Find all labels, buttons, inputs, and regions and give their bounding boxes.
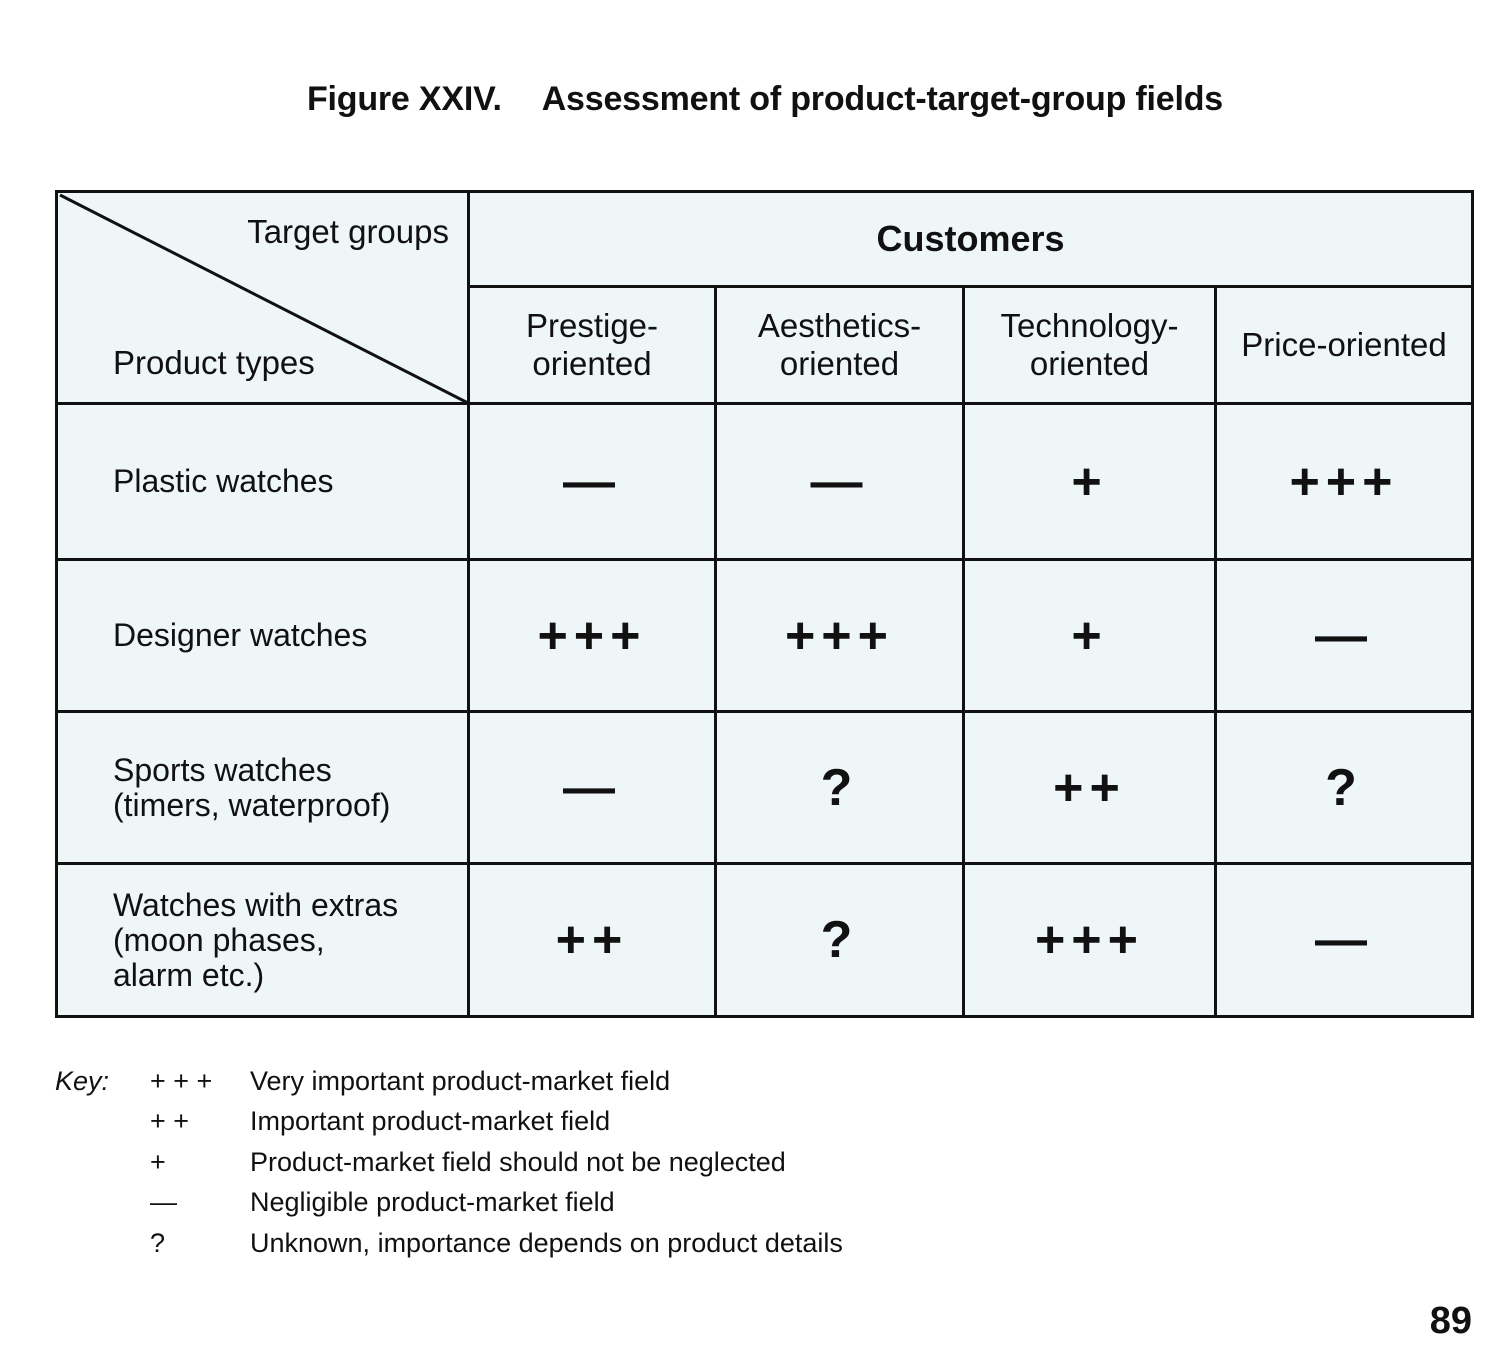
- rating-cell: —: [469, 404, 716, 560]
- legend-symbol: + + +: [150, 1066, 213, 1096]
- column-header-technology: Technology- oriented: [964, 287, 1216, 404]
- legend-text: Product-market field should not be neglected: [250, 1147, 786, 1177]
- legend-item: [150, 1228, 1100, 1268]
- column-header-prestige: Prestige- oriented: [469, 287, 716, 404]
- rating-cell: —: [1216, 560, 1473, 712]
- figure-caption: Assessment of product-target-group fields: [541, 80, 1224, 118]
- table-row: [57, 560, 1473, 712]
- row-label: Sports watches (timers, waterproof): [57, 712, 469, 864]
- legend-symbol: ?: [150, 1228, 166, 1258]
- table-row: [57, 404, 1473, 560]
- rating-cell: +++: [469, 560, 716, 712]
- rating-cell: ++: [469, 864, 716, 1017]
- rating-cell: —: [716, 404, 964, 560]
- rating-cell: +: [964, 404, 1216, 560]
- legend-text: Very important product-market field: [250, 1066, 671, 1096]
- table-row: [57, 712, 1473, 864]
- rating-cell: ?: [716, 864, 964, 1017]
- legend-key-label: Key:: [55, 1066, 110, 1096]
- rating-cell: ?: [1216, 712, 1473, 864]
- customers-header: Customers: [469, 192, 1473, 287]
- legend-item: [150, 1106, 1100, 1146]
- corner-header-cell: [57, 192, 469, 404]
- rating-cell: ?: [716, 712, 964, 864]
- rating-cell: +++: [716, 560, 964, 712]
- row-label: Plastic watches: [57, 404, 469, 560]
- page-number: 89: [1429, 1300, 1472, 1342]
- legend-text: Unknown, importance depends on product details: [250, 1228, 843, 1258]
- legend-item: [150, 1187, 1100, 1227]
- legend-item: [150, 1147, 1100, 1187]
- row-label: Watches with extras (moon phases, alarm etc.): [57, 864, 469, 1017]
- legend-item: [150, 1066, 1100, 1106]
- rating-cell: —: [1216, 864, 1473, 1017]
- legend-symbol: —: [150, 1187, 177, 1217]
- row-label: Designer watches: [57, 560, 469, 712]
- rating-cell: —: [469, 712, 716, 864]
- rating-cell: +: [964, 560, 1216, 712]
- column-header-aesthetics: Aesthetics- oriented: [716, 287, 964, 404]
- legend-symbol: + +: [150, 1106, 190, 1136]
- legend-text: Important product-market field: [250, 1106, 611, 1136]
- figure-number: Figure XXIV.: [306, 80, 502, 118]
- legend-text: Negligible product-market field: [250, 1187, 615, 1217]
- target-groups-label: Target groups: [247, 213, 449, 250]
- legend-symbol: +: [150, 1147, 166, 1177]
- rating-cell: ++: [964, 712, 1216, 864]
- assessment-table: [55, 190, 1474, 1018]
- table-row: [57, 864, 1473, 1017]
- column-header-price: Price-oriented: [1216, 287, 1473, 404]
- product-types-label: Product types: [113, 344, 315, 381]
- figure-title: [0, 80, 1510, 119]
- rating-cell: +++: [964, 864, 1216, 1017]
- rating-cell: +++: [1216, 404, 1473, 560]
